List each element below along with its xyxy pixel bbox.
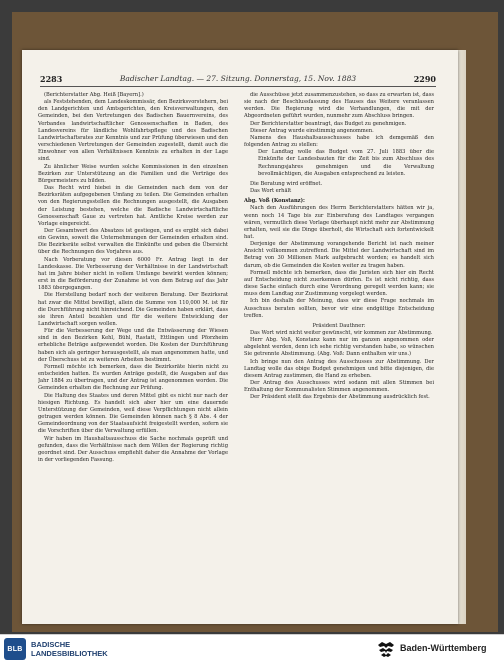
library-name-line2: LANDESBIBLIOTHEK bbox=[31, 649, 108, 658]
page-number-left: 2283 bbox=[40, 74, 63, 84]
document-page bbox=[22, 50, 458, 624]
paragraph: Das Recht wird hiebei in die Gemeinden nach dem von der Bezirksräten aufgegebenen Umfang zu teilen. Die Gemeinden erhalten von den Regierungsstellen die Rechnungen ausgestellt, die Ausgaben der Leistung bestehen, welche die Badische Landwirtschaftliche Genossenschaft Gaue zu vertreten hat. Amtliche Kreise werden zur Vorlage eingereicht. bbox=[38, 185, 228, 227]
page-number-right: 2290 bbox=[413, 74, 436, 84]
paragraph: als Feststehenden, dem Landeskommissär, den Bezirksvorstehern, bei den Landgerichten und Amtsgerichten, den Kreisverwaltungen, den Gemeinden, bei den Vertretungen des Badischen Bauernvereins, des Verbandes landwirtschaftlicher Genossenschaften in Baden, des Landesvereins für ländliche Wohlfahrtspflege und des Badischen Landwirtschaftsrates zur Kenntnis und zur Prüfung überwiesen und den verschiedenen Vertretungen der Gemeinden zugestellt, damit auch die Einwohner von allen Verhältnissen Kenntnis zu erhalten in der Lage sind. bbox=[38, 99, 228, 163]
paragraph: Nach Vorberatung vor diesen 6000 Fr. Antrag liegt in der Landeskasse. Die Verbesserung der Verhältnisse in der Landwirtschaft hat im Jahre bisher nicht in vollem Umfange bewirkt werden können; erst in die Beförderung der Zunahme ist von dem Betrag auf das Jahr 1883 übergegangen. bbox=[38, 256, 228, 292]
paragraph: Das Wort wird nicht weiter gewünscht, wir kommen zur Abstimmung. bbox=[250, 330, 433, 336]
page-edge bbox=[458, 50, 466, 624]
library-logo-icon: BLB bbox=[4, 638, 26, 660]
footer-bar bbox=[0, 634, 504, 663]
paragraph: Die Haltung des Staates und deren Mittel gibt es nicht nur nach der hiesigen Richtung. Es handelt sich aber hier um eine dauernde Unterstützung der Gemeinden, weil diese Verpflichtungen nicht allein getragen werden können. Die Gemeinden können nach § 8 Abs. 4 der Gemeindeordnung von der Staatsaufsicht freigestellt werden, sofern sie die Vorschriften über die Verwaltung erfüllen. bbox=[38, 392, 228, 435]
paragraph: Der Landtag wolle das Budget vom 27. Juli 1883 über die Einkünfte der Landesbauten für die Zeit bis zum Abschluss des Rechnungsjahres genehmigen und die Verwaltung bevollmächtigen, die Ausgaben entsprechend zu leisten. bbox=[258, 149, 434, 177]
paragraph: Der Gesamtwert des Absatzes ist gestiegen, und es ergibt sich dabei ein Gewinn, soweit die Unternehmungen der Gemeinden erhalten sind. Die Bezirksräte selbst verwalten die Einkünfte und geben die Übersicht über die Rechnungen des Vorjahres aus. bbox=[38, 227, 228, 256]
paragraph: (Berichterstatter Abg. Heiß [Bayern].) bbox=[44, 92, 144, 98]
library-name-line1: BADISCHE bbox=[31, 640, 71, 649]
paragraph: Formell möchte ich bemerken, dass die Bezirksräte hierin nicht zu entscheiden hatten. Es wurden Anträge gestellt, die Ausgaben auf das Jahr 1884 zu übertragen, und der Antrag ist angenommen worden. Die Gemeinden erhalten die Rechnung zur Prüfung. bbox=[38, 363, 228, 392]
paragraph: Derjenige der Abstimmung vorangehende Bericht ist nach meiner Ansicht vollkommen zutreffend. Die Mittel der Landwirtschaft sind im Betrag von 30 Millionen Mark aufgebracht worden; es handelt sich darum, ob die Gemeinden die Kosten weiter zu tragen haben. bbox=[244, 241, 434, 269]
paragraph: Abg. Voß (Konstanz): bbox=[244, 198, 305, 205]
running-header bbox=[40, 74, 436, 87]
left-text-column bbox=[38, 92, 228, 612]
paragraph: Der Antrag des Ausschusses wird sodann mit allen Stimmen bei Enthaltung der Kommunalisten Stimmen angenommen. bbox=[244, 380, 434, 394]
paragraph: Der Berichterstatter beantragt, das Budget zu genehmigen. bbox=[250, 120, 407, 127]
paragraph: Nach den Ausführungen des Herrn Berichterstatters hätten wir ja, wenn noch 14 Tage bis zur Einberufung des Landtages vergangen wären, vermutlich diese Vorlage überhaupt nicht mehr zur Abstimmung erhalten, weil sie die Dinge überholt, die Wirtschaft sich fortentwickelt hat. bbox=[244, 205, 434, 240]
paragraph: Ich bin deshalb der Meinung, dass wir diese Frage nochmals im Ausschuss beraten sollten, bevor wir eine endgültige Entscheidung treffen. bbox=[244, 298, 434, 319]
paragraph: Wir haben im Haushaltsausschuss die Sache nochmals geprüft und gefunden, dass die Verhältnisse nach dem Willen der Regierung richtig geordnet sind. Der Ausschuss empfiehlt daher die Annahme der Vorlage in der vorliegenden Fassung. bbox=[38, 435, 228, 463]
paragraph: Herr Abg. Voß, Konstanz kann nur im ganzen angenommen oder abgelehnt werden, denn ich sehe richtig verstanden habe, so wünschen Sie getrennte Abstimmung. (Abg. Voß: Dann enthalten wir uns.) bbox=[244, 337, 434, 358]
paragraph: Das Wort erhält bbox=[250, 188, 292, 195]
paragraph: Der Präsident stellt das Ergebnis der Abstimmung ausdrücklich fest. bbox=[250, 394, 430, 401]
state-name: Baden-Württemberg bbox=[400, 643, 487, 653]
right-text-column bbox=[244, 92, 434, 612]
paragraph: Die Beratung wird eröffnet. bbox=[250, 180, 323, 187]
paragraph: Für die Verbesserung der Wege und die Entwässerung der Wiesen sind in den Bezirken Kehl, Bühl, Rastatt, Ettlingen und Pforzheim erhebliche Beträge aufgewendet worden. Die Kosten der Durchführung haben sich als geringer herausgestellt, als man angenommen hatte, und der Überschuss ist zu weiteren Arbeiten bestimmt. bbox=[38, 328, 228, 363]
paragraph: Formell möchte ich bemerken, dass die Juristen sich hier ein Recht auf Entscheidung nicht zuerkennen dürfen. Es ist nicht richtig, dass diese Sache einfach durch eine Verordnung geregelt werden kann; sie muss dem Landtag zur Zustimmung vorgelegt werden. bbox=[244, 269, 434, 298]
library-name bbox=[31, 640, 108, 658]
paragraph: Dieser Antrag wurde einstimmig angenommen. bbox=[250, 127, 374, 134]
state-crest-icon bbox=[376, 639, 396, 659]
header-title: Badischer Landtag. — 27. Sitzung. Donnerstag, 15. Nov. 1883 bbox=[119, 74, 357, 83]
paragraph: Zu ähnlicher Weise wurden solche Kommissionen in den einzelnen Bezirken zur Unterstützung an die Familien und die Verträge des Bürgermeisters zu bilden. bbox=[38, 163, 228, 184]
paragraph: Präsident Dauthner: bbox=[312, 322, 366, 329]
paragraph: Ich bringe nun den Antrag des Ausschusses zur Abstimmung. Der Landtag wolle das obige Budget genehmigen und bitte diejenigen, die diesem Antrag zustimmen, die Hand zu erheben. bbox=[244, 358, 434, 379]
paragraph: die Ausschüsse jetzt zusammenzustehen, so dass zu erwarten ist, dass sie nach der Beschlussfassung des Hauses das Weitere veranlassen werden. Die Regierung wird die Verhandlungen, die mit der Abgeordneten geführt wurden, nunmehr zum Abschluss bringen. bbox=[244, 92, 434, 120]
paragraph: Die Herstellung bedarf noch der weiteren Beratung. Der Bezirksrat hat zwar die Mittel bewilligt, allein die Summe von 110,000 M. ist für die Durchführung nicht hinreichend. Die Gemeinden haben erklärt, dass sie ihren Anteil bezahlen und für die weitere Entwicklung der Landwirtschaft sorgen wollen. bbox=[38, 292, 228, 327]
paragraph: Namens des Haushaltsausschusses habe ich demgemäß den folgenden Antrag zu stellen: bbox=[244, 134, 434, 149]
